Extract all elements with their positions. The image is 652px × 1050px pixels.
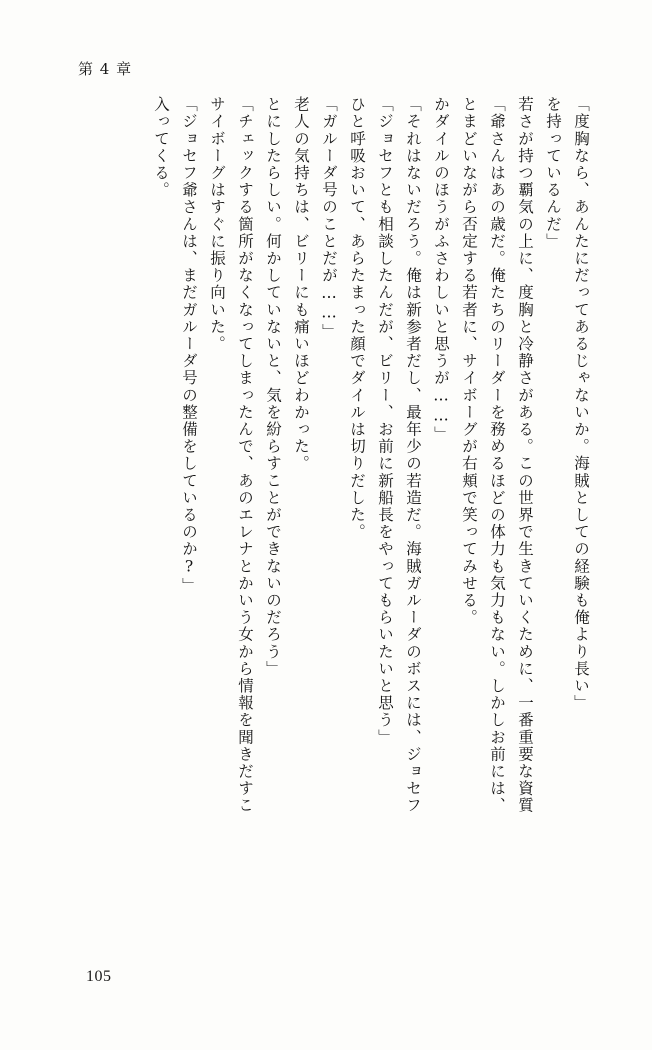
text-column: 入ってくる。: [152, 96, 170, 199]
text-column: かダイルのほうがふさわしいと思うが……」: [432, 96, 450, 443]
text-column: 「度胸なら、あんたにだってあるじゃないか。海賊としての経験も俺より長い」: [572, 96, 590, 712]
vertical-text-body: [140, 96, 588, 932]
text-column: 「ジョセフ爺さんは、まだガルーダ号の整備をしているのか?」: [180, 96, 198, 595]
text-column: 「ガルーダ号のことだが……」: [320, 96, 338, 341]
text-column: 「爺さんはあの歳だ。俺たちのリーダーを務めるほどの体力も気力もない。しかしお前には、: [488, 96, 506, 815]
page-number: 105: [86, 968, 112, 985]
text-column: 「ジョセフとも相談したんだが、ビリー、お前に新船長をやってもらいたいと思う」: [376, 96, 394, 746]
text-column: ひと呼吸おいて、あらたまった顔でダイルは切りだした。: [348, 96, 366, 541]
text-column: サイボーグはすぐに振り向いた。: [208, 96, 226, 353]
text-column: 「それはないだろう。俺は新参者だし、最年少の若造だ。海賊ガルーダのボスには、ジョセフ: [404, 96, 422, 815]
text-column: とにしたらしい。何かしていないと、気を紛らすことができないのだろう」: [264, 96, 282, 678]
text-column: とまどいながら否定する若者に、サイボーグが右頬で笑ってみせる。: [460, 96, 478, 627]
text-column: 老人の気持ちは、ビリーにも痛いほどわかった。: [292, 96, 310, 473]
text-column: を持っているんだ」: [544, 96, 562, 250]
text-column: 「チェックする箇所がなくなってしまったんで、あのエレナとかいう女から情報を聞きだすこ: [236, 96, 254, 815]
chapter-running-head: 第 4 章: [78, 60, 133, 78]
text-column: 若さが持つ覇気の上に、度胸と冷静さがある。この世界で生きていくために、一番重要な資質: [516, 96, 534, 815]
